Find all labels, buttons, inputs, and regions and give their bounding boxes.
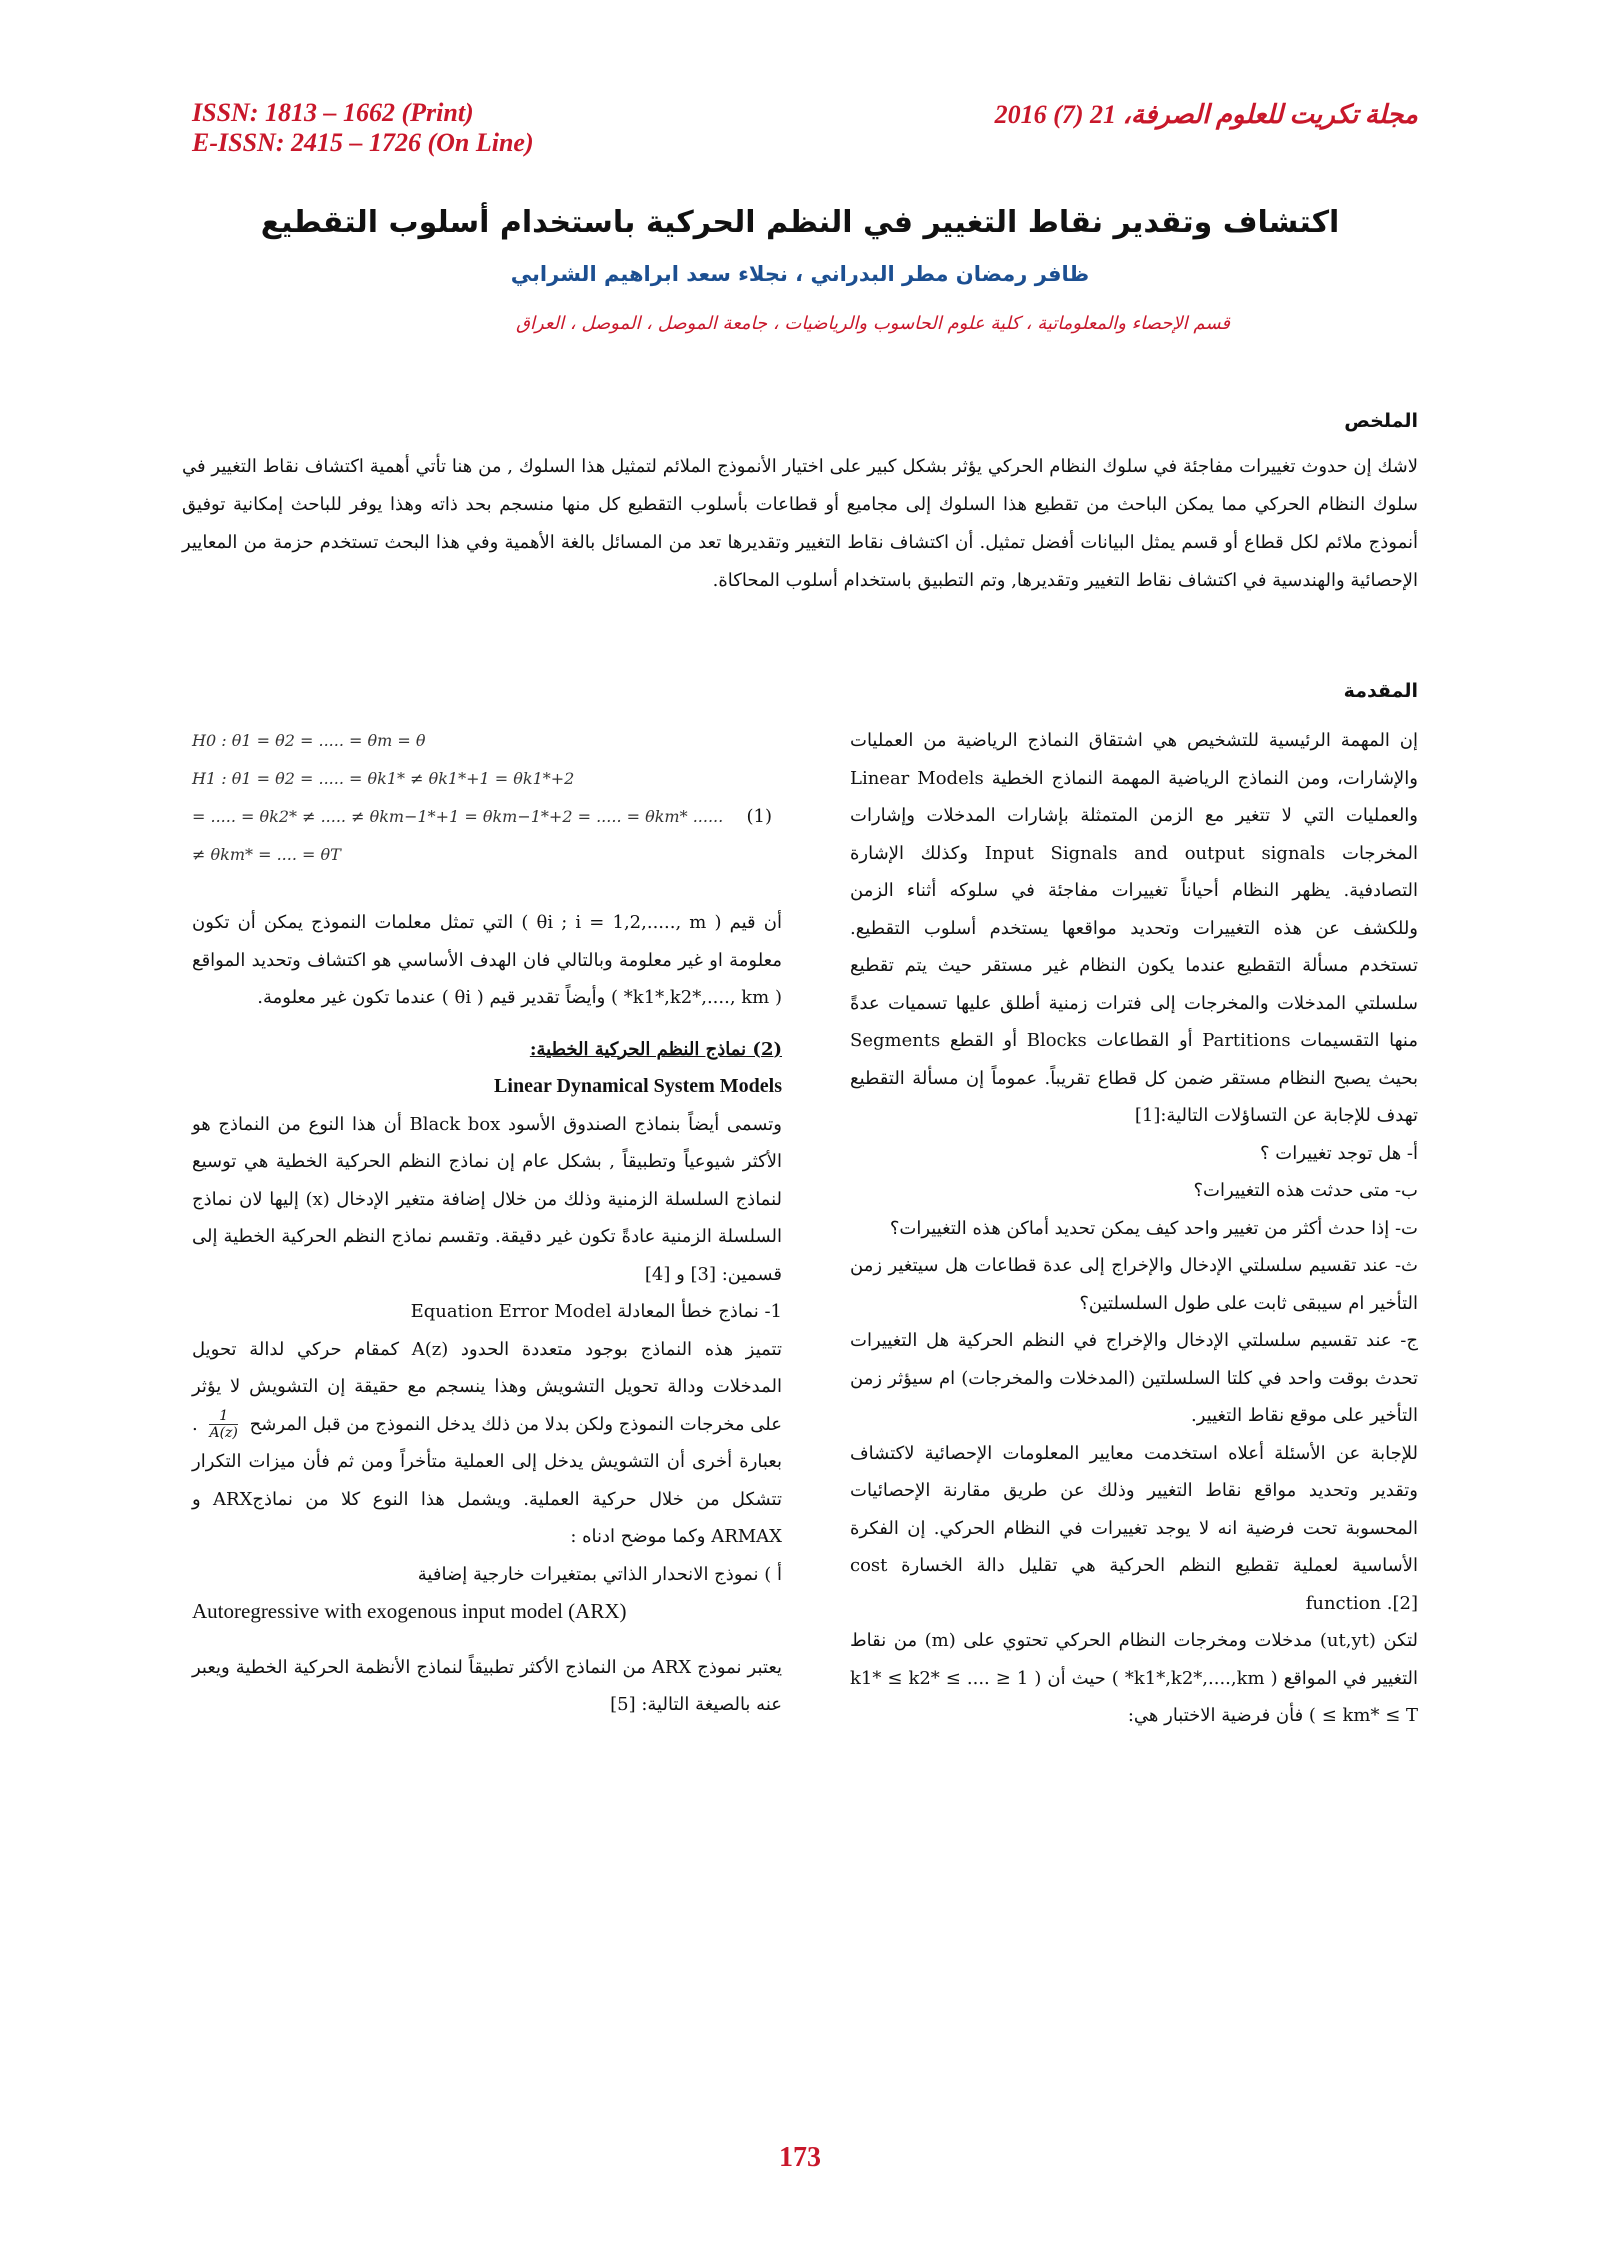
page-number: 173 xyxy=(779,2142,821,2173)
right-column xyxy=(850,722,1418,1735)
section-2-heading-ar: (2) نماذج النظم الحركية الخطية: xyxy=(529,1038,782,1060)
issn-online: E-ISSN: 2415 – 1726 (On Line) xyxy=(192,128,534,157)
equation-h0: H0 : θ1 = θ2 = ..... = θm = θ xyxy=(192,731,426,750)
equation-line-3 xyxy=(192,798,782,836)
question-b: ب- متى حدثت هذه التغييرات؟ xyxy=(1193,1180,1418,1201)
fraction-numerator: 1 xyxy=(209,1408,237,1425)
subsection-a-heading: أ ) نموذج الانحدار الذاتي بمتغيرات خارجية إضافية xyxy=(417,1563,782,1585)
section-2-heading-en: Linear Dynamical System Models xyxy=(494,1075,782,1097)
left-column xyxy=(192,722,782,1724)
equation-number: (1) xyxy=(746,806,772,827)
equation-line-3-text: = ..... = θk2* ≠ ..... ≠ θkm−1*+1 = θkm−1*+2 = ..... = θkm* ...... xyxy=(192,807,724,826)
left-paragraph-3 xyxy=(192,1331,782,1556)
equation-line-4: ≠ θkm* = .... = θT xyxy=(192,845,341,864)
filter-fraction xyxy=(209,1408,237,1441)
issn-block xyxy=(192,98,534,158)
question-e: ج- عند تقسيم سلسلتي الإدخال والإخراج في النظم الحركية هل التغييرات تحدث بوقت واحد في كلتا السلسلتين (المدخلات والمخرجات) ام سيؤثر زمن التأخير على موقع نقاط التغيير. xyxy=(850,1330,1418,1426)
left-paragraph-3b: . بعبارة أخرى أن التشويش يدخل إلى العملية متأخراً ومن ثم فأن ميزات التكرار تتشكل من خلال حركية العملية. ويشمل هذا النوع كلا من نماذجARX و ARMAX وكما موضح ادناه : xyxy=(192,1413,782,1547)
left-paragraph-2: وتسمى أيضاً بنماذج الصندوق الأسود Black box أن هذا النوع من النماذج هو الأكثر شيوعياً وتطبيقاً , بشكل عام إن نماذج النظم الحركية الخطية هي توسيع لنماذج السلسلة الزمنية وذلك من خلال إضافة متغير الإدخال (x) إليها لان نماذج السلسلة الزمنية عادةً تكون غير دقيقة. وتقسم نماذج النظم الحركية الخطية إلى قسمين: [3] و [4] xyxy=(192,1113,783,1285)
question-c: ت- إذا حدث أكثر من تغيير واحد كيف يمكن تحديد أماكن هذه التغييرات؟ xyxy=(889,1217,1418,1239)
left-paragraph-3a: تتميز هذه النماذج بوجود متعددة الحدود A(z) كمقام حركي لدالة تحويل المدخلات ودالة تحويل التشويش وهذا ينسجم مع حقيقة إن التشويش لا يؤثر على مخرجات النموذج ولكن بدلا من ذلك يدخل النموذج من قبل المرشح xyxy=(192,1338,782,1435)
intro-paragraph-3: لتكن (ut,yt) مدخلات ومخرجات النظام الحركي تحتوي على (m) من نقاط التغيير في المواقع ( k1*,k2*,....,km* ) حيث أن ( 1 ≤ k1* ≤ k2* ≤ .... ≤ km* ≤ T ) فأن فرضية الاختبار هي: xyxy=(850,1630,1419,1726)
question-a: أ- هل توجد تغييرات ؟ xyxy=(1260,1142,1418,1164)
equation-h1: H1 : θ1 = θ2 = ..... = θk1* ≠ θk1*+1 = θk1*+2 xyxy=(192,769,575,788)
fraction-denominator: A(z) xyxy=(209,1425,238,1441)
subsection-a-heading-en: Autoregressive with exogenous input model (ARX) xyxy=(192,1599,627,1623)
paper-title: اكتشاف وتقدير نقاط التغيير في النظم الحركية باستخدام أسلوب التقطيع xyxy=(260,205,1340,240)
paper-affiliation: قسم الإحصاء والمعلوماتية ، كلية علوم الحاسوب والرياضيات ، جامعة الموصل ، الموصل ، العراق xyxy=(516,313,1230,334)
intro-heading: المقدمة xyxy=(1343,680,1418,702)
left-paragraph-4: يعتبر نموذج ARX من النماذج الأكثر تطبيقاً لنماذج الأنظمة الحركية الخطية ويعبر عنه بالصيغة التالية: [5] xyxy=(192,1656,783,1715)
subsection-1-heading: 1- نماذج خطأ المعادلة Equation Error Model xyxy=(410,1301,782,1322)
section-2-heading xyxy=(192,1031,782,1069)
question-d: ث- عند تقسيم سلسلتي الإدخال والإخراج إلى عدة قطاعات هل سيتغير زمن التأخير ام سيبقى ثابت على طول السلسلتين؟ xyxy=(850,1255,1418,1314)
paper-authors: ظافر رمضان مطر البدراني ، نجلاء سعد ابراهيم الشرابي xyxy=(510,262,1090,286)
abstract-text: لاشك إن حدوث تغييرات مفاجئة في سلوك النظام الحركي يؤثر بشكل كبير على اختيار الأنموذج الملائم لتمثيل هذا السلوك , من هنا تأتي أهمية اكتشاف نقاط التغيير في سلوك النظام الحركي مما يمكن الباحث من تقطيع هذا السلوك إلى مجاميع أو قطاعات بأسلوب التقطيع كل منها منسجم بحد ذاته وهذا يوفر للباحث إمكانية توفيق أنموذج ملائم لكل قطاع أو قسم يمثل البيانات أفضل تمثيل. أن اكتشاف نقاط التغيير وتقديرها تعد من المسائل بالغة الأهمية وفي هذا البحث تستخدم حزمة من المعايير الإحصائية والهندسية في اكتشاف نقاط التغيير وتقديرها, وتم التطبيق باستخدام أسلوب المحاكاة. xyxy=(182,456,1418,591)
intro-paragraph-1: إن المهمة الرئيسية للتشخيص هي اشتقاق النماذج الرياضية من العمليات والإشارات، ومن النماذج الرياضية المهمة النماذج الخطية Linear Models والعمليات التي لا تتغير مع الزمن المتمثلة بإشارات المدخلات وإشارات المخرجات Input Signals and output signals وكذلك الإشارة التصادفية. يظهر النظام أحياناً تغييرات مفاجئة في سلوكه أثناء الزمن وللكشف عن هذه التغييرات وتحديد مواقعها يستخدم أسلوب التقطيع. تستخدم مسألة التقطيع عندما يكون النظام غير مستقر حيث يتم تقطيع سلسلتي المدخلات والمخرجات إلى فترات زمنية أطلق عليها تسميات عدةً منها التقسيمات Partitions أو القطاعات Blocks أو القطع Segments بحيث يصبح النظام مستقر ضمن كل قطاع تقريباً. عموماً إن مسألة التقطيع تهدف للإجابة عن التساؤلات التالية:[1] xyxy=(850,730,1418,1126)
issn-print: ISSN: 1813 – 1662 (Print) xyxy=(192,98,474,127)
left-paragraph-1: أن قيم ( θi ; i = 1,2,....., m ) التي تمثل معلمات النموذج يمكن أن تكون معلومة او غير معلومة وبالتالي فان الهدف الأساسي هو اكتشاف وتحديد المواقع ( k1*,k2*,...., km* ) وأيضاً تقدير قيم ( θi ) عندما تكون غير معلومة. xyxy=(192,912,782,1008)
abstract-heading: الملخص xyxy=(1344,410,1418,432)
intro-paragraph-2: للإجابة عن الأسئلة أعلاه استخدمت معايير المعلومات الإحصائية لاكتشاف وتقدير وتحديد مواقع نقاط التغيير وذلك عن طريق مقارنة الإحصائيات المحسوبة تحت فرضية انه لا يوجد تغييرات في النظام الحركي. إن الفكرة الأساسية لعملية تقطيع النظم الحركية هي تقليل دالة الخسارة cost function .[2] xyxy=(850,1442,1418,1614)
journal-citation: مجلة تكريت للعلوم الصرفة، 21 (7) 2016 xyxy=(994,100,1418,129)
